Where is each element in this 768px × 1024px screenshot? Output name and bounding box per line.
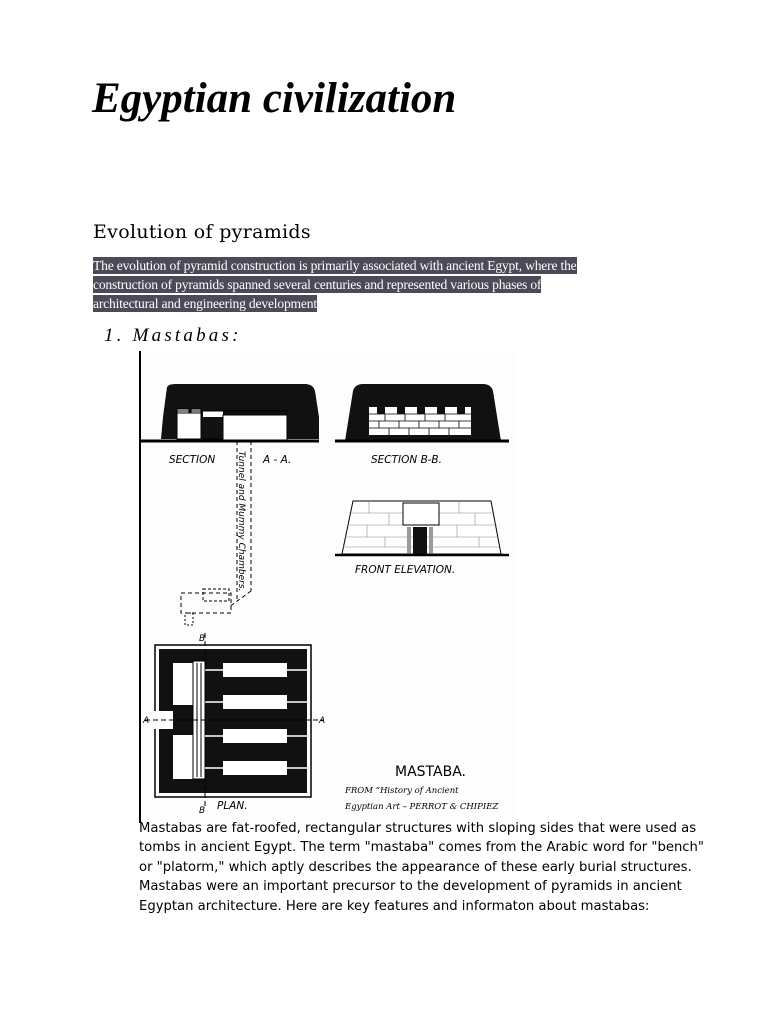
plan-label: PLAN. [217,800,248,812]
highlighted-text: construction of pyramids spanned several centuries and represented various phases of [93,277,542,292]
marker-a-right: A [319,716,326,726]
mastaba-drawing [139,351,514,823]
tunnel-label: Tunnel and Mummy Chambers. [236,451,246,592]
section-heading: Evolution of pyramids [93,221,311,243]
caption-from: FROM “History of Ancient [345,786,459,796]
plan-drawing [142,633,325,816]
body-paragraph [139,819,704,916]
marker-b-top: B [199,634,206,644]
highlighted-text: architectural and engineering development [93,296,317,311]
section-a-label: SECTION [169,454,216,466]
document-title: Egyptian civilization [92,75,457,122]
section-a-suffix: A - A. [263,454,292,466]
front-elevation-drawing [335,501,509,576]
body-line: tombs in ancient Egypt. The term "mastaba" comes from the Arabic word for "bench" [139,840,704,856]
body-line: or "platorm," which aptly describes the appearance of these early burial structures. [139,859,692,875]
tunnel-path [181,441,251,625]
intro-paragraph [93,256,613,313]
section-b-label: SECTION B-B. [371,454,442,466]
intro-line [93,294,613,313]
marker-b-bottom: B [199,806,206,816]
list-item-heading: 1. Mastabas: [104,325,242,346]
section-b-drawing [335,384,509,466]
intro-line [93,275,613,294]
marker-a-left: A [143,716,150,726]
body-line: Egyptan architecture. Here are key features and informaton about mastabas: [139,898,650,914]
highlighted-text: The evolution of pyramid construction is primarily associated with ancient Egypt, where the [93,258,577,273]
caption-title: MASTABA. [395,764,466,780]
body-line: Mastabas were an important precursor to the development of pyramids in ancient [139,879,682,895]
figure-caption [344,764,499,812]
mastaba-illustration [139,351,514,823]
front-elevation-label: FRONT ELEVATION. [355,564,456,576]
intro-line [93,256,613,275]
caption-source: Egyptian Art – PERROT & CHIPIEZ [345,802,499,812]
section-a-drawing [141,384,319,466]
body-line: Mastabas are fat-roofed, rectangular structures with sloping sides that were used as [139,821,697,836]
